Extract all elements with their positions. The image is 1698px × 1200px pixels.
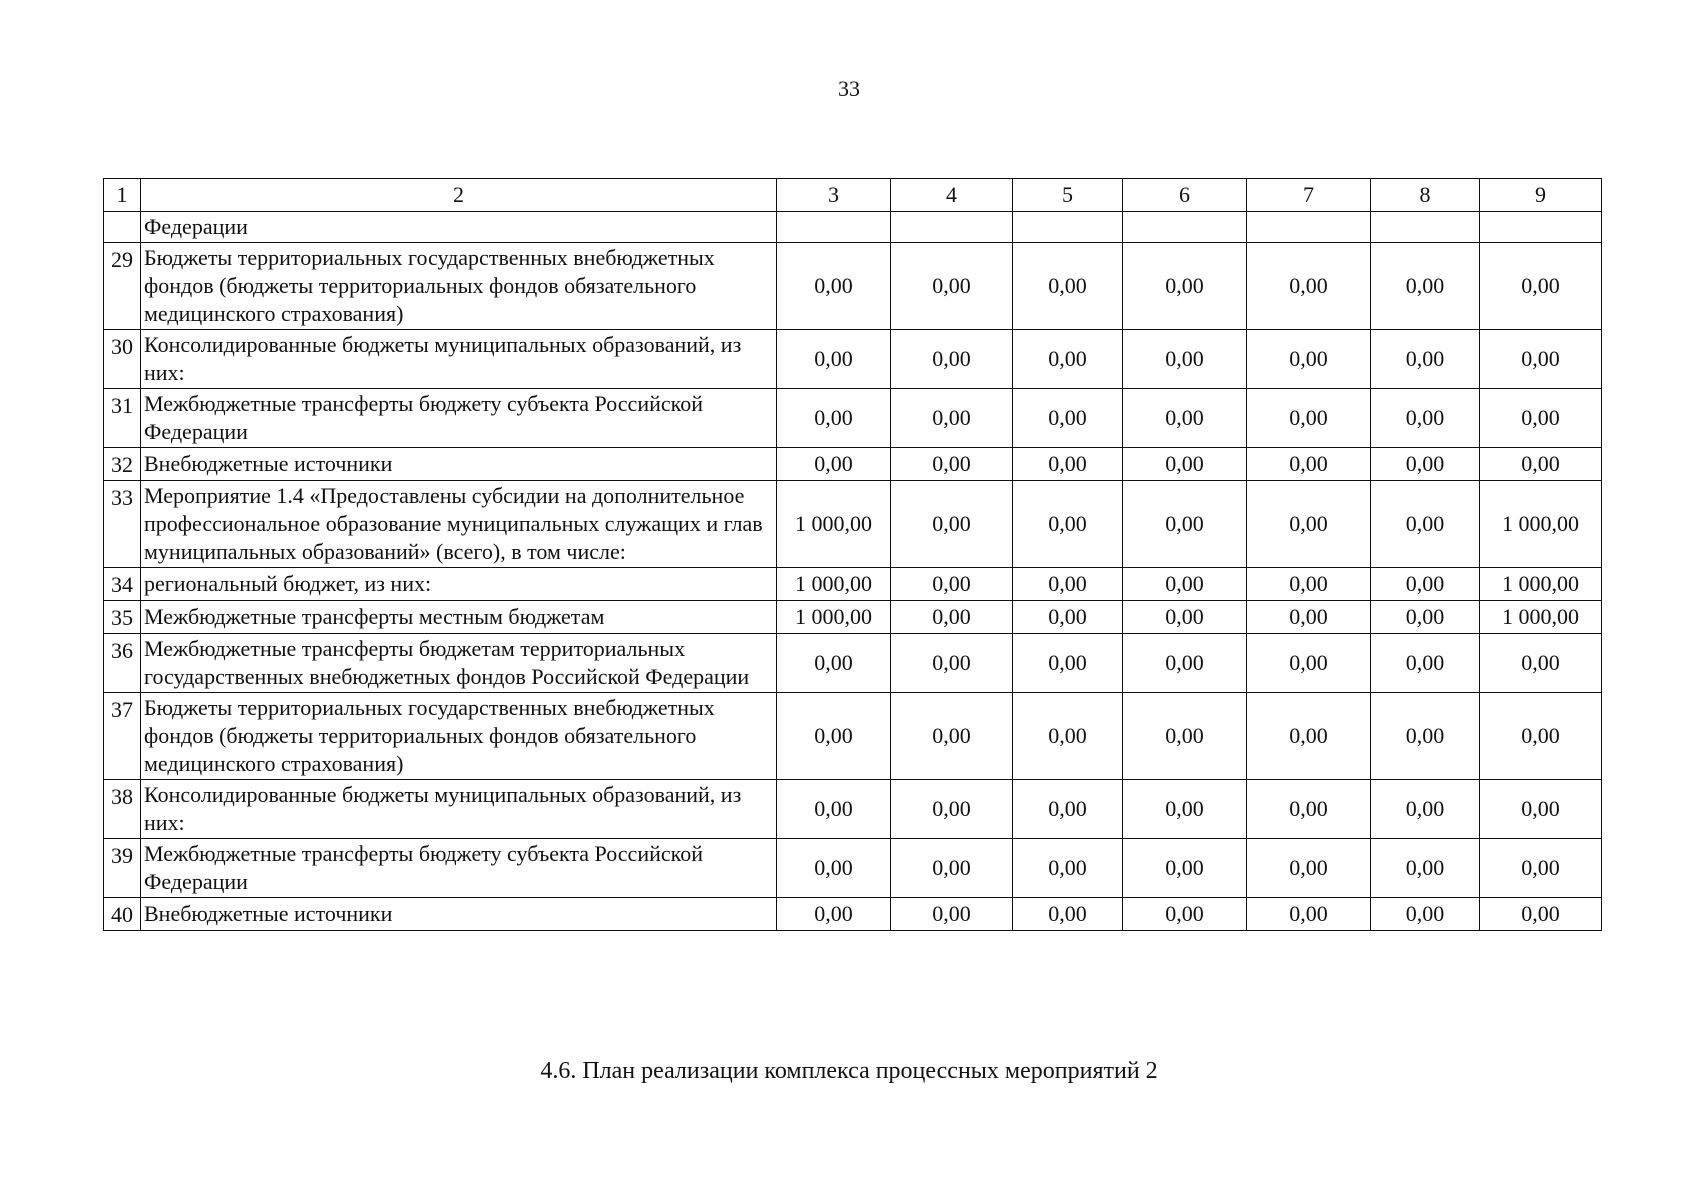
value-cell: 0,00 <box>1480 243 1602 330</box>
value-cell: 0,00 <box>1371 601 1480 634</box>
value-cell: 0,00 <box>891 780 1013 839</box>
row-number: 39 <box>104 839 141 898</box>
table-row <box>104 839 1602 898</box>
value-cell: 0,00 <box>1013 898 1123 931</box>
value-cell <box>777 212 891 243</box>
row-name: Межбюджетные трансферты местным бюджетам <box>141 601 777 634</box>
value-cell: 0,00 <box>1123 634 1247 693</box>
value-cell: 0,00 <box>1247 898 1371 931</box>
table-row <box>104 898 1602 931</box>
value-cell: 0,00 <box>891 568 1013 601</box>
value-cell: 1 000,00 <box>777 568 891 601</box>
row-number: 40 <box>104 898 141 931</box>
value-cell: 0,00 <box>891 634 1013 693</box>
column-header: 2 <box>141 179 777 212</box>
column-header: 3 <box>777 179 891 212</box>
value-cell: 0,00 <box>1480 448 1602 481</box>
value-cell: 0,00 <box>1013 601 1123 634</box>
value-cell: 0,00 <box>777 839 891 898</box>
value-cell: 0,00 <box>1371 898 1480 931</box>
value-cell: 0,00 <box>891 448 1013 481</box>
value-cell: 0,00 <box>1123 448 1247 481</box>
table-row <box>104 448 1602 481</box>
row-name: Консолидированные бюджеты муниципальных образований, из них: <box>141 330 777 389</box>
value-cell <box>1480 212 1602 243</box>
value-cell: 0,00 <box>1371 634 1480 693</box>
value-cell: 0,00 <box>1013 780 1123 839</box>
value-cell: 0,00 <box>1371 330 1480 389</box>
value-cell: 0,00 <box>1371 693 1480 780</box>
value-cell <box>1013 212 1123 243</box>
row-number: 34 <box>104 568 141 601</box>
value-cell: 1 000,00 <box>777 601 891 634</box>
value-cell: 0,00 <box>1013 330 1123 389</box>
value-cell: 0,00 <box>1247 568 1371 601</box>
value-cell <box>1123 212 1247 243</box>
value-cell: 0,00 <box>1247 634 1371 693</box>
value-cell: 0,00 <box>1013 568 1123 601</box>
column-header: 7 <box>1247 179 1371 212</box>
value-cell: 0,00 <box>891 330 1013 389</box>
value-cell: 0,00 <box>1371 389 1480 448</box>
row-name: Внебюджетные источники <box>141 898 777 931</box>
value-cell: 0,00 <box>777 780 891 839</box>
value-cell: 0,00 <box>777 389 891 448</box>
table-row <box>104 601 1602 634</box>
row-number: 36 <box>104 634 141 693</box>
value-cell: 0,00 <box>1371 839 1480 898</box>
value-cell: 1 000,00 <box>1480 568 1602 601</box>
row-number: 29 <box>104 243 141 330</box>
value-cell: 0,00 <box>891 693 1013 780</box>
value-cell: 0,00 <box>1123 481 1247 568</box>
value-cell <box>891 212 1013 243</box>
value-cell: 0,00 <box>1013 481 1123 568</box>
value-cell: 0,00 <box>1480 839 1602 898</box>
value-cell: 0,00 <box>1123 898 1247 931</box>
value-cell: 0,00 <box>1480 898 1602 931</box>
column-header: 8 <box>1371 179 1480 212</box>
value-cell: 0,00 <box>1123 839 1247 898</box>
value-cell: 0,00 <box>1123 601 1247 634</box>
value-cell: 0,00 <box>777 243 891 330</box>
value-cell: 0,00 <box>891 389 1013 448</box>
table-row <box>104 243 1602 330</box>
table-header-row <box>104 179 1602 212</box>
value-cell: 1 000,00 <box>1480 601 1602 634</box>
value-cell: 0,00 <box>777 330 891 389</box>
table-row <box>104 634 1602 693</box>
column-header: 6 <box>1123 179 1247 212</box>
value-cell: 0,00 <box>1123 389 1247 448</box>
value-cell: 1 000,00 <box>777 481 891 568</box>
value-cell <box>1371 212 1480 243</box>
column-header: 1 <box>104 179 141 212</box>
table-row <box>104 481 1602 568</box>
value-cell: 0,00 <box>1247 389 1371 448</box>
value-cell: 0,00 <box>1013 389 1123 448</box>
row-name: Внебюджетные источники <box>141 448 777 481</box>
row-number <box>104 212 141 243</box>
row-name: региональный бюджет, из них: <box>141 568 777 601</box>
row-name: Бюджеты территориальных государственных внебюджетных фондов (бюджеты территориальных фондов обязательного медицинского страхования) <box>141 243 777 330</box>
value-cell: 0,00 <box>1480 780 1602 839</box>
table-row <box>104 693 1602 780</box>
row-name: Межбюджетные трансферты бюджету субъекта Российской Федерации <box>141 389 777 448</box>
value-cell: 0,00 <box>777 448 891 481</box>
value-cell: 1 000,00 <box>1480 481 1602 568</box>
column-header: 5 <box>1013 179 1123 212</box>
row-name: Консолидированные бюджеты муниципальных образований, из них: <box>141 780 777 839</box>
value-cell: 0,00 <box>891 839 1013 898</box>
value-cell: 0,00 <box>891 601 1013 634</box>
row-name: Бюджеты территориальных государственных внебюджетных фондов (бюджеты территориальных фондов обязательного медицинского страхования) <box>141 693 777 780</box>
row-name: Мероприятие 1.4 «Предоставлены субсидии на дополнительное профессиональное образование муниципальных служащих и глав муниципальных образований» (всего), в том числе: <box>141 481 777 568</box>
table-row <box>104 568 1602 601</box>
value-cell: 0,00 <box>891 481 1013 568</box>
table-body <box>104 179 1602 931</box>
row-name: Межбюджетные трансферты бюджету субъекта Российской Федерации <box>141 839 777 898</box>
value-cell: 0,00 <box>1013 634 1123 693</box>
value-cell: 0,00 <box>1123 780 1247 839</box>
row-number: 33 <box>104 481 141 568</box>
value-cell: 0,00 <box>1371 481 1480 568</box>
row-name: Федерации <box>141 212 777 243</box>
row-number: 32 <box>104 448 141 481</box>
value-cell: 0,00 <box>1123 243 1247 330</box>
row-number: 38 <box>104 780 141 839</box>
value-cell: 0,00 <box>1013 243 1123 330</box>
value-cell: 0,00 <box>891 898 1013 931</box>
value-cell: 0,00 <box>1013 693 1123 780</box>
table-row <box>104 330 1602 389</box>
value-cell: 0,00 <box>1247 601 1371 634</box>
value-cell: 0,00 <box>1013 448 1123 481</box>
value-cell: 0,00 <box>777 693 891 780</box>
value-cell: 0,00 <box>1247 481 1371 568</box>
column-header: 4 <box>891 179 1013 212</box>
value-cell: 0,00 <box>777 898 891 931</box>
table-row <box>104 389 1602 448</box>
row-number: 31 <box>104 389 141 448</box>
value-cell: 0,00 <box>1247 693 1371 780</box>
value-cell: 0,00 <box>1371 243 1480 330</box>
page-number: 33 <box>838 76 860 101</box>
value-cell: 0,00 <box>1480 634 1602 693</box>
value-cell: 0,00 <box>1013 839 1123 898</box>
value-cell: 0,00 <box>1247 330 1371 389</box>
value-cell: 0,00 <box>1123 693 1247 780</box>
budget-table <box>103 178 1602 931</box>
value-cell: 0,00 <box>1371 568 1480 601</box>
value-cell: 0,00 <box>1247 780 1371 839</box>
table-row <box>104 212 1602 243</box>
value-cell: 0,00 <box>1480 389 1602 448</box>
table-row <box>104 780 1602 839</box>
value-cell: 0,00 <box>1480 330 1602 389</box>
value-cell: 0,00 <box>1247 839 1371 898</box>
row-name: Межбюджетные трансферты бюджетам территориальных государственных внебюджетных фондов Российской Федерации <box>141 634 777 693</box>
value-cell: 0,00 <box>777 634 891 693</box>
value-cell <box>1247 212 1371 243</box>
row-number: 37 <box>104 693 141 780</box>
column-header: 9 <box>1480 179 1602 212</box>
value-cell: 0,00 <box>891 243 1013 330</box>
value-cell: 0,00 <box>1247 243 1371 330</box>
row-number: 35 <box>104 601 141 634</box>
value-cell: 0,00 <box>1247 448 1371 481</box>
value-cell: 0,00 <box>1371 780 1480 839</box>
value-cell: 0,00 <box>1123 330 1247 389</box>
section-caption: 4.6. План реализации комплекса процессных мероприятий 2 <box>540 1058 1158 1084</box>
value-cell: 0,00 <box>1371 448 1480 481</box>
value-cell: 0,00 <box>1123 568 1247 601</box>
row-number: 30 <box>104 330 141 389</box>
value-cell: 0,00 <box>1480 693 1602 780</box>
